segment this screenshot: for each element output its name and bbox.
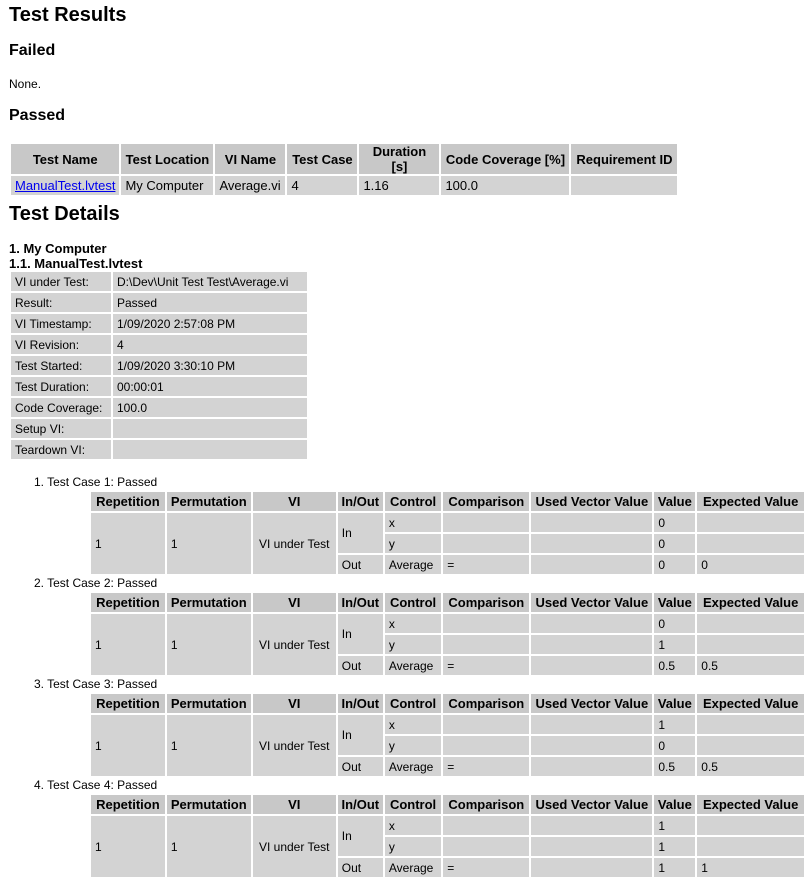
col-value: Value xyxy=(654,492,695,511)
tc-header-row xyxy=(91,795,804,814)
col-control: Control xyxy=(385,492,441,511)
section-my-computer: 1. My Computer xyxy=(9,241,107,256)
test-case-4-label: 4. Test Case 4: Passed xyxy=(34,778,158,792)
duration-cell: 1.16 xyxy=(359,176,439,195)
col-expected-value: Expected Value xyxy=(697,492,804,511)
col-comparison: Comparison xyxy=(443,492,529,511)
repetition-cell: 1 xyxy=(91,513,165,574)
table-row xyxy=(11,176,677,195)
comparison-cell xyxy=(443,837,529,856)
comparison-cell: = xyxy=(443,656,529,675)
table-row xyxy=(91,513,804,532)
vi-name-cell: Average.vi xyxy=(215,176,285,195)
comparison-cell: = xyxy=(443,757,529,776)
test-location-cell: My Computer xyxy=(121,176,213,195)
test-case-2-table xyxy=(89,591,806,677)
detail-value: 100.0 xyxy=(113,398,307,417)
repetition-cell: 1 xyxy=(91,715,165,776)
repetition-cell: 1 xyxy=(91,614,165,675)
detail-label: Result: xyxy=(11,293,111,312)
comparison-cell xyxy=(443,513,529,532)
out-cell: Out xyxy=(338,555,383,574)
used-vector-cell xyxy=(531,715,652,734)
col-used-vector-value: Used Vector Value xyxy=(531,795,652,814)
value-cell: 1 xyxy=(654,635,695,654)
comparison-cell xyxy=(443,614,529,633)
details-heading: Test Details xyxy=(9,203,120,225)
value-cell: 0 xyxy=(654,614,695,633)
detail-value xyxy=(113,419,307,438)
col-expected-value: Expected Value xyxy=(697,795,804,814)
table-row xyxy=(91,614,804,633)
in-cell: In xyxy=(338,513,383,553)
col-code-coverage: Code Coverage [%] xyxy=(441,144,569,174)
table-row xyxy=(11,377,307,396)
control-cell: Average xyxy=(385,757,441,776)
test-case-2-label: 2. Test Case 2: Passed xyxy=(34,576,158,590)
col-permutation: Permutation xyxy=(167,795,251,814)
out-cell: Out xyxy=(338,858,383,877)
control-cell: x xyxy=(385,513,441,532)
control-cell: x xyxy=(385,614,441,633)
tc-header-row xyxy=(91,492,804,511)
value-cell: 0 xyxy=(654,513,695,532)
used-vector-cell xyxy=(531,858,652,877)
col-control: Control xyxy=(385,593,441,612)
vi-cell: VI under Test xyxy=(253,614,336,675)
control-cell: x xyxy=(385,816,441,835)
table-row xyxy=(91,816,804,835)
test-case-3-label: 3. Test Case 3: Passed xyxy=(34,677,158,691)
used-vector-cell xyxy=(531,656,652,675)
col-repetition: Repetition xyxy=(91,593,165,612)
value-cell: 1 xyxy=(654,715,695,734)
expected-cell xyxy=(697,614,804,633)
section-manualtest: 1.1. ManualTest.lvtest xyxy=(9,256,143,271)
col-permutation: Permutation xyxy=(167,694,251,713)
col-vi: VI xyxy=(253,694,336,713)
table-row xyxy=(91,715,804,734)
expected-cell xyxy=(697,816,804,835)
expected-cell: 1 xyxy=(697,858,804,877)
used-vector-cell xyxy=(531,816,652,835)
expected-cell: 0.5 xyxy=(697,656,804,675)
detail-label: Test Started: xyxy=(11,356,111,375)
detail-label: Setup VI: xyxy=(11,419,111,438)
control-cell: Average xyxy=(385,858,441,877)
details-table xyxy=(9,270,309,461)
col-vi: VI xyxy=(253,795,336,814)
detail-value: 4 xyxy=(113,335,307,354)
used-vector-cell xyxy=(531,757,652,776)
passed-table-header-row xyxy=(11,144,677,174)
value-cell: 0 xyxy=(654,555,695,574)
test-case-1-label: 1. Test Case 1: Passed xyxy=(34,475,158,489)
value-cell: 1 xyxy=(654,837,695,856)
tc-header-row xyxy=(91,593,804,612)
col-test-case: Test Case xyxy=(287,144,357,174)
col-in-out: In/Out xyxy=(338,795,383,814)
expected-cell xyxy=(697,715,804,734)
col-in-out: In/Out xyxy=(338,492,383,511)
used-vector-cell xyxy=(531,736,652,755)
value-cell: 0.5 xyxy=(654,656,695,675)
col-permutation: Permutation xyxy=(167,492,251,511)
col-used-vector-value: Used Vector Value xyxy=(531,593,652,612)
detail-value: 1/09/2020 2:57:08 PM xyxy=(113,314,307,333)
comparison-cell xyxy=(443,736,529,755)
detail-label: Code Coverage: xyxy=(11,398,111,417)
control-cell: Average xyxy=(385,555,441,574)
requirement-cell xyxy=(571,176,677,195)
in-cell: In xyxy=(338,614,383,654)
permutation-cell: 1 xyxy=(167,715,251,776)
out-cell: Out xyxy=(338,656,383,675)
permutation-cell: 1 xyxy=(167,816,251,877)
table-row xyxy=(11,272,307,291)
detail-label: VI under Test: xyxy=(11,272,111,291)
col-used-vector-value: Used Vector Value xyxy=(531,694,652,713)
col-control: Control xyxy=(385,795,441,814)
col-value: Value xyxy=(654,593,695,612)
tc-header-row xyxy=(91,694,804,713)
table-row xyxy=(11,398,307,417)
col-vi: VI xyxy=(253,593,336,612)
test-case-1-table xyxy=(89,490,806,576)
col-control: Control xyxy=(385,694,441,713)
in-cell: In xyxy=(338,816,383,856)
col-vi: VI xyxy=(253,492,336,511)
col-duration: Duration [s] xyxy=(359,144,439,174)
vi-cell: VI under Test xyxy=(253,816,336,877)
detail-value: 1/09/2020 3:30:10 PM xyxy=(113,356,307,375)
control-cell: y xyxy=(385,736,441,755)
detail-label: VI Timestamp: xyxy=(11,314,111,333)
detail-value: D:\Dev\Unit Test Test\Average.vi xyxy=(113,272,307,291)
test-case-4-table xyxy=(89,793,806,879)
table-row xyxy=(11,335,307,354)
detail-value xyxy=(113,440,307,459)
expected-cell xyxy=(697,534,804,553)
expected-cell: 0 xyxy=(697,555,804,574)
used-vector-cell xyxy=(531,513,652,532)
comparison-cell xyxy=(443,715,529,734)
repetition-cell: 1 xyxy=(91,816,165,877)
value-cell: 1 xyxy=(654,816,695,835)
test-name-cell xyxy=(11,176,119,195)
expected-cell xyxy=(697,513,804,532)
col-expected-value: Expected Value xyxy=(697,593,804,612)
col-used-vector-value: Used Vector Value xyxy=(531,492,652,511)
col-test-name: Test Name xyxy=(11,144,119,174)
out-cell: Out xyxy=(338,757,383,776)
col-vi-name: VI Name xyxy=(215,144,285,174)
value-cell: 0 xyxy=(654,534,695,553)
value-cell: 0.5 xyxy=(654,757,695,776)
expected-cell xyxy=(697,635,804,654)
comparison-cell: = xyxy=(443,555,529,574)
test-case-cell: 4 xyxy=(287,176,357,195)
expected-cell: 0.5 xyxy=(697,757,804,776)
col-expected-value: Expected Value xyxy=(697,694,804,713)
permutation-cell: 1 xyxy=(167,513,251,574)
detail-label: Test Duration: xyxy=(11,377,111,396)
col-in-out: In/Out xyxy=(338,593,383,612)
used-vector-cell xyxy=(531,837,652,856)
detail-label: VI Revision: xyxy=(11,335,111,354)
comparison-cell xyxy=(443,534,529,553)
vi-cell: VI under Test xyxy=(253,513,336,574)
table-row xyxy=(11,314,307,333)
col-comparison: Comparison xyxy=(443,593,529,612)
expected-cell xyxy=(697,837,804,856)
comparison-cell xyxy=(443,635,529,654)
table-row xyxy=(11,293,307,312)
failed-none-text: None. xyxy=(9,77,42,91)
col-value: Value xyxy=(654,694,695,713)
table-row xyxy=(11,356,307,375)
test-case-3-table xyxy=(89,692,806,778)
table-row xyxy=(11,419,307,438)
col-test-location: Test Location xyxy=(121,144,213,174)
col-repetition: Repetition xyxy=(91,694,165,713)
control-cell: y xyxy=(385,837,441,856)
col-repetition: Repetition xyxy=(91,492,165,511)
value-cell: 1 xyxy=(654,858,695,877)
used-vector-cell xyxy=(531,635,652,654)
vi-cell: VI under Test xyxy=(253,715,336,776)
control-cell: x xyxy=(385,715,441,734)
col-repetition: Repetition xyxy=(91,795,165,814)
detail-value: Passed xyxy=(113,293,307,312)
passed-heading: Passed xyxy=(9,107,66,124)
comparison-cell: = xyxy=(443,858,529,877)
page-title: Test Results xyxy=(9,4,127,26)
failed-heading: Failed xyxy=(9,42,56,59)
in-cell: In xyxy=(338,715,383,755)
value-cell: 0 xyxy=(654,736,695,755)
col-comparison: Comparison xyxy=(443,694,529,713)
col-permutation: Permutation xyxy=(167,593,251,612)
detail-label: Teardown VI: xyxy=(11,440,111,459)
col-value: Value xyxy=(654,795,695,814)
passed-table xyxy=(9,142,679,197)
used-vector-cell xyxy=(531,614,652,633)
control-cell: Average xyxy=(385,656,441,675)
permutation-cell: 1 xyxy=(167,614,251,675)
col-in-out: In/Out xyxy=(338,694,383,713)
detail-value: 00:00:01 xyxy=(113,377,307,396)
col-requirement-id: Requirement ID xyxy=(571,144,677,174)
test-name-link[interactable]: ManualTest.lvtest xyxy=(15,178,116,193)
coverage-cell: 100.0 xyxy=(441,176,569,195)
control-cell: y xyxy=(385,534,441,553)
control-cell: y xyxy=(385,635,441,654)
comparison-cell xyxy=(443,816,529,835)
used-vector-cell xyxy=(531,555,652,574)
table-row xyxy=(11,440,307,459)
col-comparison: Comparison xyxy=(443,795,529,814)
used-vector-cell xyxy=(531,534,652,553)
expected-cell xyxy=(697,736,804,755)
